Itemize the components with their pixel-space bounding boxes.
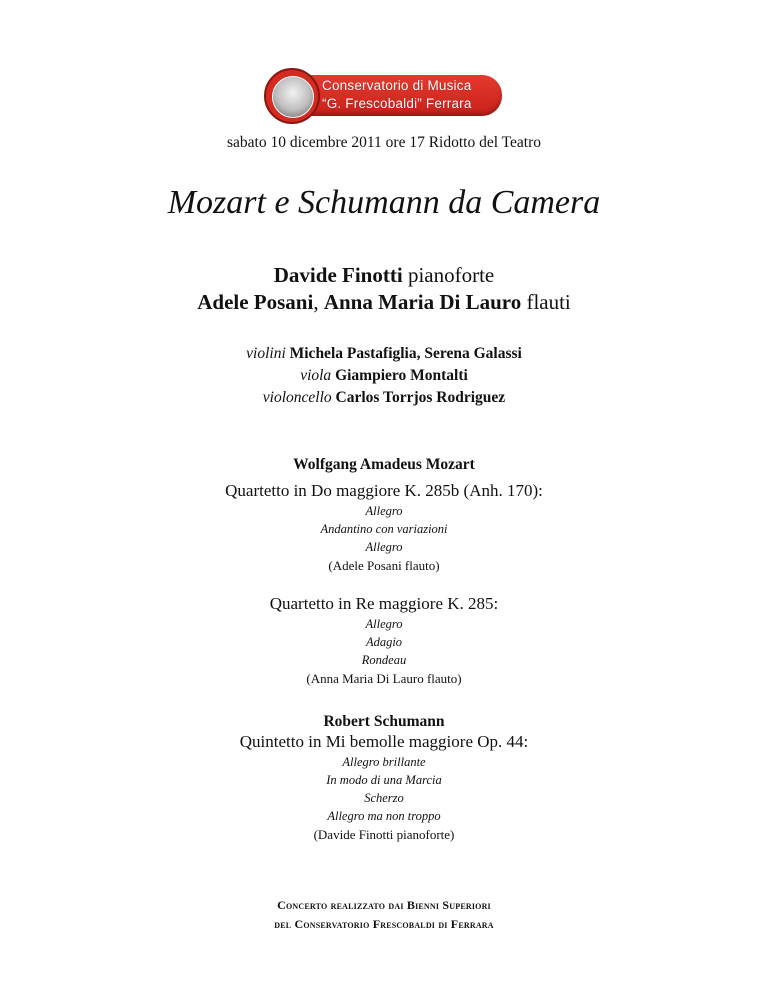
- logo-line-2: “G. Frescobaldi” Ferrara: [322, 96, 472, 111]
- logo-text: [322, 77, 502, 113]
- cello-label: violoncello: [262, 389, 332, 406]
- pianist-line: [0, 262, 768, 289]
- work-title: Quartetto in Re maggiore K. 285:: [269, 594, 499, 613]
- flutist-b-name: Anna Maria Di Lauro: [323, 290, 522, 314]
- composer-schumann: Robert Schumann: [323, 713, 445, 730]
- logo-line-1: Conservatorio di Musica: [322, 78, 472, 93]
- pianist-name: Davide Finotti: [273, 263, 403, 287]
- movement: Allegro: [365, 540, 403, 554]
- program-schumann-quintet: [0, 713, 768, 844]
- movement: Allegro: [365, 504, 403, 518]
- footer-line-2: del Conservatorio Frescobaldi di Ferrara: [274, 917, 494, 931]
- movement: Andantino con variazioni: [320, 522, 448, 536]
- movement: In modo di una Marcia: [326, 773, 442, 787]
- violins-line: [0, 343, 768, 365]
- performer-note: (Anna Maria Di Lauro flauto): [306, 671, 462, 686]
- movement: Allegro ma non troppo: [327, 809, 441, 823]
- work-title: Quintetto in Mi bemolle maggiore Op. 44:: [239, 732, 529, 751]
- conservatorio-logo: [262, 68, 504, 124]
- viola-label: viola: [300, 367, 332, 384]
- violins-label: violini: [246, 345, 286, 362]
- cellist-name: Carlos Torrjos Rodriguez: [335, 389, 506, 406]
- footer-line-1: Concerto realizzato dai Bienni Superiori: [277, 898, 491, 912]
- flutist-separator: ,: [313, 290, 319, 314]
- composer-mozart: Wolfgang Amadeus Mozart: [293, 456, 475, 473]
- violist-name: Giampiero Montalti: [335, 367, 468, 384]
- violinist-a-name: Michela Pastafiglia: [289, 345, 417, 362]
- viola-line: [0, 365, 768, 387]
- performer-note: (Adele Posani flauto): [328, 558, 440, 573]
- date-line: sabato 10 dicembre 2011 ore 17 Ridotto del Teatro: [226, 134, 541, 151]
- work-title: Quartetto in Do maggiore K. 285b (Anh. 170):: [225, 481, 543, 500]
- movement: Adagio: [365, 635, 403, 649]
- portrait-seal-icon: [264, 68, 320, 124]
- violinist-separator: ,: [416, 345, 421, 362]
- program-mozart-quartet-re: [0, 593, 768, 688]
- cello-line: [0, 387, 768, 409]
- footer-credit: [0, 896, 768, 934]
- flutists-line: [0, 289, 768, 316]
- pianist-role: pianoforte: [407, 263, 495, 287]
- movement: Allegro: [365, 617, 403, 631]
- concert-title: Mozart e Schumann da Camera: [167, 184, 601, 221]
- movement: Scherzo: [364, 791, 404, 805]
- string-players: [0, 343, 768, 409]
- flutist-a-name: Adele Posani: [197, 290, 314, 314]
- movement: Rondeau: [361, 653, 407, 667]
- portrait-medallion: [272, 76, 314, 118]
- program-mozart-quartet-do: [0, 456, 768, 575]
- featured-performers: [0, 262, 768, 316]
- flutists-role: flauti: [526, 290, 571, 314]
- performer-note: (Davide Finotti pianoforte): [313, 827, 455, 842]
- violinist-b-name: Serena Galassi: [424, 345, 522, 362]
- movement: Allegro brillante: [342, 755, 426, 769]
